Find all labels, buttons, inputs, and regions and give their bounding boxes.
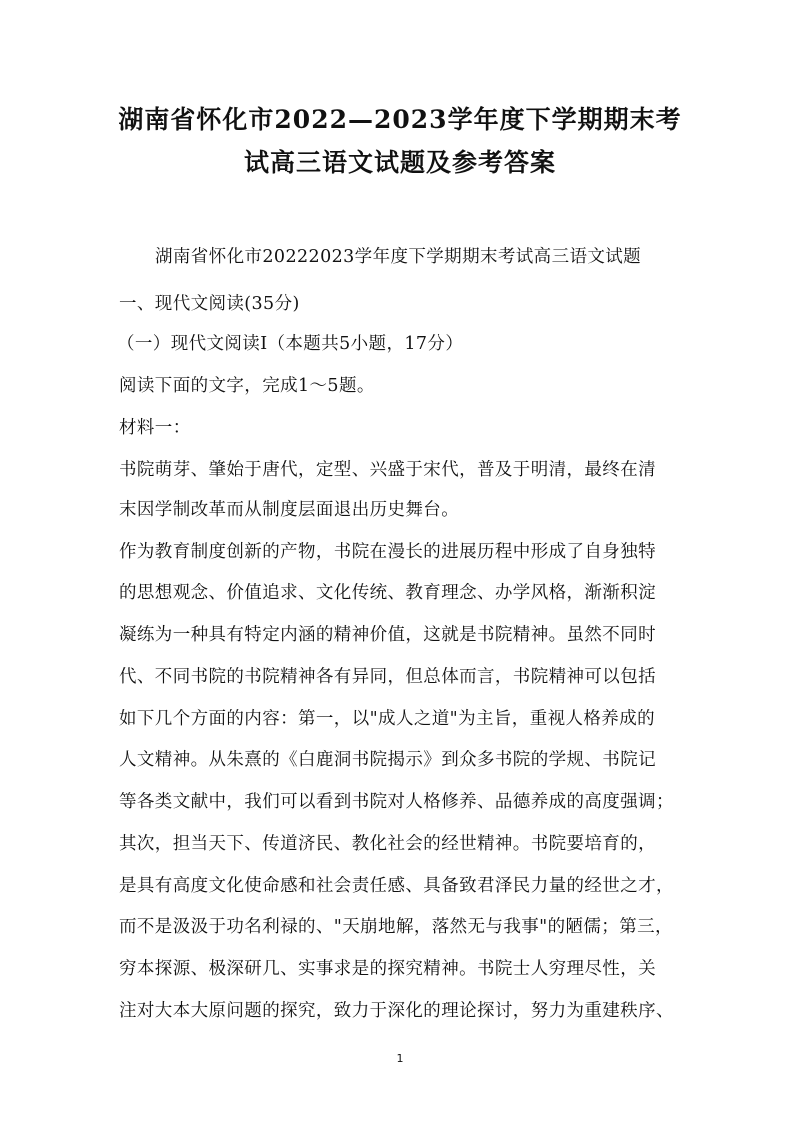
page-number: 1 <box>396 1052 404 1065</box>
subsection-heading: （一）现代文阅读Ⅰ（本题共5小题，17分） <box>117 334 464 354</box>
paragraph-line: 湖南省怀化市20222023学年度下学期期末考试高三语文试题 <box>155 247 642 267</box>
paragraph-line: 的思想观念、价值追求、文化传统、教育理念、办学风格，渐渐积淀 <box>119 583 656 603</box>
section-heading: 一、现代文阅读(35分) <box>119 294 300 314</box>
paragraph-line: 作为教育制度创新的产物，书院在漫长的进展历程中形成了自身独特 <box>119 542 656 562</box>
document-title-line-2: 试高三语文试题及参考答案 <box>243 148 556 177</box>
paragraph-line: 人文精神。从朱熹的《白鹿洞书院揭示》到众多书院的学规、书院记 <box>119 750 656 770</box>
paragraph-line: 代、不同书院的书院精神各有异同，但总体而言，书院精神可以包括 <box>119 667 656 687</box>
paragraph-line: 是具有高度文化使命感和社会责任感、具备致君泽民力量的经世之才， <box>119 876 674 896</box>
paragraph-line: 书院萌芽、肇始于唐代，定型、兴盛于宋代，普及于明清，最终在清 <box>119 460 656 480</box>
document-title-line-1: 湖南省怀化市2022—2023学年度下学期期末考 <box>118 105 682 134</box>
paragraph-line: 末因学制改革而从制度层面退出历史舞台。 <box>119 500 460 520</box>
instruction-text: 阅读下面的文字，完成1～5题。 <box>119 376 375 396</box>
paragraph-line: 凝练为一种具有特定内涵的精神价值，这就是书院精神。虽然不同时 <box>119 625 656 645</box>
paragraph-line: 注对大本大原问题的探究，致力于深化的理论探讨，努力为重建秩序、 <box>119 1001 674 1021</box>
material-label: 材料一： <box>119 418 191 438</box>
paragraph-line: 穷本探源、极深研几、实事求是的探究精神。书院士人穷理尽性，关 <box>119 959 656 979</box>
paragraph-line: 如下几个方面的内容：第一，以"成人之道"为主旨，重视人格养成的 <box>119 709 655 729</box>
paragraph-line: 其次，担当天下、传道济民、教化社会的经世精神。书院要培育的， <box>119 834 656 854</box>
paragraph-line: 等各类文献中，我们可以看到书院对人格修养、品德养成的高度强调； <box>119 792 674 812</box>
paragraph-line: 而不是汲汲于功名利禄的、"天崩地解，落然无与我事"的陋儒；第三， <box>119 917 673 937</box>
